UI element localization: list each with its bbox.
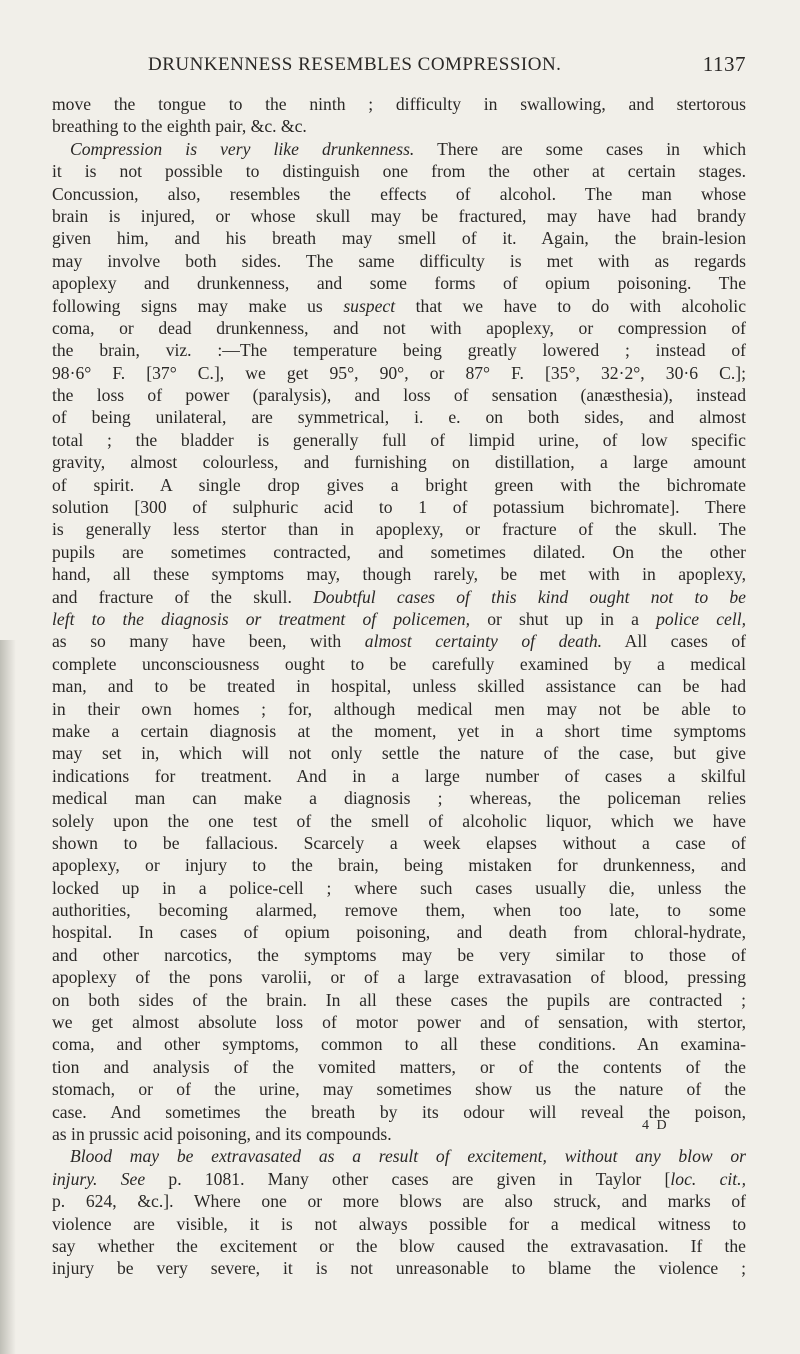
text-line: shown to be fallacious. Scarcely a week elapses without a case of <box>52 832 746 853</box>
text-line: tion and analysis of the vomited matters, or of the contents of the <box>52 1056 746 1077</box>
text-line: apoplexy, or injury to the brain, being mistaken for drunkenness, and <box>52 855 746 876</box>
text-line: hospital. In cases of opium poisoning, and death from chloral-hydrate, <box>52 922 746 943</box>
text-line: coma, and other symptoms, common to all these conditions. An examina- <box>52 1034 746 1055</box>
text-line <box>52 608 746 630</box>
page-header <box>148 54 746 78</box>
text-line: on both sides of the brain. In all these cases the pupils are contracted ; <box>52 989 746 1010</box>
italic-run: almost certainty of death. <box>364 631 603 652</box>
text-line: of being unilateral, are symmetrical, i. e. on both sides, and almost <box>52 407 746 428</box>
text-line: pupils are sometimes contracted, and sometimes dilated. On the other <box>52 541 746 562</box>
text-line: given him, and his breath may smell of it. Again, the brain-lesion <box>52 228 746 249</box>
text-run: or shut up in a <box>470 608 657 629</box>
text-line: p. 624, &c.]. Where one or more blows are also struck, and marks of <box>52 1191 746 1212</box>
text-line: violence are visible, it is not always possible for a medical witness to <box>52 1213 746 1234</box>
signature-mark: 4 D <box>642 1118 669 1133</box>
text-run: following signs may make us <box>52 295 344 316</box>
text-line <box>52 1145 746 1167</box>
text-line: injury be very severe, it is not unreasonable to blame the violence ; <box>52 1258 746 1279</box>
text-line: man, and to be treated in hospital, unless skilled assistance can be had <box>52 676 746 697</box>
text-line: solely upon the one test of the smell of alcoholic liquor, which we have <box>52 810 746 831</box>
text-line: authorities, becoming alarmed, remove them, when too late, to some <box>52 900 746 921</box>
text-line: medical man can make a diagnosis ; whereas, the policeman relies <box>52 788 746 809</box>
text-line <box>52 295 746 317</box>
text-line: in their own homes ; for, although medical men may not be able to <box>52 698 746 719</box>
text-line: say whether the excitement or the blow caused the extravasation. If the <box>52 1235 746 1256</box>
text-run: that we have to do with alcoholic <box>395 295 746 316</box>
page-edge-shadow <box>0 640 16 1354</box>
text-line: gravity, almost colourless, and furnishing on distillation, a large amount <box>52 452 746 473</box>
text-line: the brain, viz. :—The temperature being greatly lowered ; instead of <box>52 340 746 361</box>
text-line: breathing to the eighth pair, &c. &c. <box>52 116 307 137</box>
text-line: coma, or dead drunkenness, and not with apoplexy, or compression of <box>52 317 746 338</box>
text-line: stomach, or of the urine, may sometimes show us the nature of the <box>52 1079 746 1100</box>
text-line: as in prussic acid poisoning, and its compounds. <box>52 1123 392 1144</box>
italic-run: loc. cit., <box>670 1168 746 1189</box>
body-text <box>52 93 746 1280</box>
italic-run: Compression is very like drunkenness. <box>70 138 415 159</box>
text-line: apoplexy and drunkenness, and some forms of opium poisoning. The <box>52 273 746 294</box>
text-line: indications for treatment. And in a large number of cases a skilful <box>52 765 746 786</box>
text-line: solution [300 of sulphuric acid to 1 of potassium bichromate]. There <box>52 497 746 518</box>
text-line: make a certain diagnosis at the moment, yet in a short time symptoms <box>52 720 746 741</box>
text-line: the loss of power (paralysis), and loss of sensation (anæsthesia), instead <box>52 385 746 406</box>
text-line <box>52 630 746 652</box>
italic-run: Doubtful cases of this kind ought not to be <box>313 586 746 607</box>
text-line: is generally less stertor than in apoplexy, or fracture of the skull. The <box>52 519 746 540</box>
text-line: total ; the bladder is generally full of limpid urine, of low specific <box>52 429 746 450</box>
text-line <box>52 138 746 160</box>
text-line: locked up in a police-cell ; where such cases usually die, unless the <box>52 877 746 898</box>
text-run: There are some cases in which <box>414 138 746 159</box>
running-title: DRUNKENNESS RESEMBLES COMPRESSION. <box>148 54 562 75</box>
text-line: 98·6° F. [37° C.], we get 95°, 90°, or 87° F. [35°, 32·2°, 30·6 C.]; <box>52 362 746 383</box>
text-run: All cases of <box>602 631 746 652</box>
italic-run: Blood may be extravasated as a result of excitement, without any blow or <box>70 1146 746 1167</box>
text-line <box>52 1168 746 1190</box>
text-line: it is not possible to distinguish one from the other at certain stages. <box>52 161 746 182</box>
italic-run: police cell, <box>656 608 746 629</box>
text-line: we get almost absolute loss of motor power and of sensation, with stertor, <box>52 1012 746 1033</box>
text-line: move the tongue to the ninth ; difficulty in swallowing, and stertorous <box>52 94 746 114</box>
text-line: of spirit. A single drop gives a bright green with the bichromate <box>52 474 746 495</box>
text-run: and fracture of the skull. <box>52 586 314 607</box>
text-line: apoplexy of the pons varolii, or of a large extravasation of blood, pressing <box>52 967 746 988</box>
text-run: p. 1081. Many other cases are given in Taylor [ <box>145 1168 671 1189</box>
text-run: as so many have been, with <box>52 631 365 652</box>
text-line: complete unconsciousness ought to be carefully examined by a medical <box>52 653 746 674</box>
text-line: may set in, which will not only settle the nature of the case, but give <box>52 743 746 764</box>
text-line: and other narcotics, the symptoms may be very similar to those of <box>52 944 746 965</box>
text-line: hand, all these symptoms may, though rarely, be met with in apoplexy, <box>52 564 746 585</box>
text-line <box>52 586 746 608</box>
text-line: Concussion, also, resembles the effects of alcohol. The man whose <box>52 183 746 204</box>
text-line: brain is injured, or whose skull may be fractured, may have had brandy <box>52 205 746 226</box>
page-number: 1137 <box>702 52 746 76</box>
italic-run: left to the diagnosis or treatment of policemen, <box>52 608 471 629</box>
text-line: may involve both sides. The same difficulty is met with as regards <box>52 250 746 271</box>
italic-run: injury. See <box>52 1168 146 1189</box>
text-line: case. And sometimes the breath by its odour will reveal the poison, <box>52 1101 746 1122</box>
italic-run: suspect <box>343 295 396 316</box>
